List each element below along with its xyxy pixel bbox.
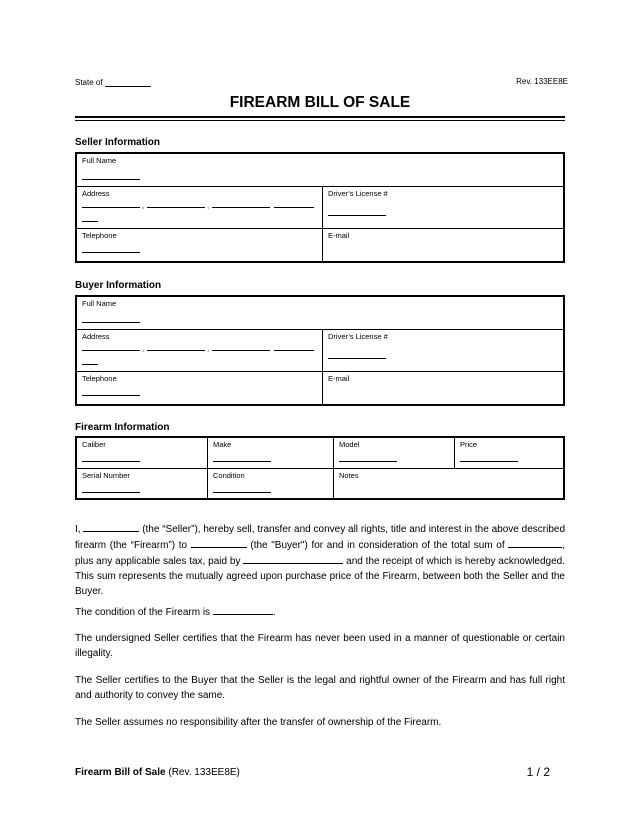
page-title: FIREARM BILL OF SALE xyxy=(229,94,411,111)
buyer-address-city-blank[interactable] xyxy=(147,350,205,351)
buyer-email-cell[interactable] xyxy=(323,371,565,405)
page-number: 1 / 2 xyxy=(526,765,550,779)
seller-full-name-cell[interactable] xyxy=(76,153,564,186)
seller-full-name-blank[interactable] xyxy=(82,179,140,180)
buyer-license-blank[interactable] xyxy=(328,358,386,359)
buyer-address-zip-blank[interactable] xyxy=(274,350,314,351)
firearm-make-label: Make xyxy=(213,440,232,449)
seller-telephone-label: Telephone xyxy=(82,230,117,240)
title-divider-thin xyxy=(75,120,565,121)
firearm-caliber-label: Caliber xyxy=(82,440,106,449)
seller-address-state-blank[interactable] xyxy=(212,207,270,208)
seller-name-blank[interactable] xyxy=(83,521,139,532)
seller-license-cell[interactable] xyxy=(323,186,565,228)
firearm-caliber-blank[interactable] xyxy=(82,461,140,462)
buyer-full-name-blank[interactable] xyxy=(82,322,140,323)
seller-heading: Seller Information xyxy=(75,137,161,148)
condition-paragraph: The condition of the Firearm is . xyxy=(75,604,565,620)
buyer-license-label: Driver’s License # xyxy=(328,331,388,341)
seller-address-city-blank[interactable] xyxy=(147,207,205,208)
ownership-paragraph: The Seller certifies to the Buyer that the Seller is the legal and rightful owner of the Firearm and has full right and authority to convey the same. xyxy=(75,675,565,701)
firearm-serial-label: Serial Number xyxy=(82,470,130,480)
firearm-price-label: Price xyxy=(460,440,478,449)
buyer-table xyxy=(75,295,565,406)
seller-email-cell[interactable] xyxy=(323,228,565,262)
footer-title: Firearm Bill of Sale (Rev. 133EE8E) xyxy=(75,767,240,778)
firearm-price-cell[interactable] xyxy=(455,437,565,468)
buyer-telephone-cell[interactable] xyxy=(76,371,323,405)
firearm-make-blank[interactable] xyxy=(213,461,271,462)
firearm-price-blank[interactable] xyxy=(460,461,518,462)
seller-telephone-cell[interactable] xyxy=(76,228,323,262)
payer-blank[interactable] xyxy=(243,553,343,564)
firearm-serial-blank[interactable] xyxy=(82,492,140,493)
seller-address-zip-blank[interactable] xyxy=(274,207,314,208)
transfer-paragraph: I, (the “Seller”), hereby sell, transfer and convey all rights, title and interest in the above described firearm (the “Firearm”) to (the "Buyer") for and in consideration of the total sum of , plus any applicable sales tax, paid by and the receipt of which is hereby acknowledged. This sum represents the mutually agreed upon purchase price of the Firearm, between both the Seller and the Buyer. xyxy=(75,521,565,599)
firearm-make-cell[interactable] xyxy=(208,437,334,468)
buyer-license-cell[interactable] xyxy=(323,329,565,371)
buyer-telephone-blank[interactable] xyxy=(82,395,140,396)
seller-table xyxy=(75,152,565,263)
state-label: State of xyxy=(75,78,151,87)
buyer-address-state-blank[interactable] xyxy=(212,350,270,351)
buyer-address-cell[interactable]: Address , , xyxy=(76,329,323,371)
firearm-caliber-cell[interactable] xyxy=(76,437,208,468)
firearm-condition-label: Condition xyxy=(213,470,245,480)
firearm-serial-cell[interactable] xyxy=(76,468,208,499)
condition-blank[interactable] xyxy=(213,604,273,615)
buyer-email-label: E-mail xyxy=(328,373,350,383)
firearm-notes-label: Notes xyxy=(339,470,359,480)
buyer-heading: Buyer Information xyxy=(75,280,162,291)
firearm-model-label: Model xyxy=(339,440,360,449)
buyer-full-name-cell[interactable] xyxy=(76,296,564,329)
buyer-address-street-blank[interactable] xyxy=(82,350,140,351)
title-divider xyxy=(75,116,565,118)
responsibility-paragraph: The Seller assumes no responsibility after the transfer of ownership of the Firearm. xyxy=(75,717,442,728)
seller-license-label: Driver’s License # xyxy=(328,188,388,198)
seller-telephone-blank[interactable] xyxy=(82,252,140,253)
firearm-condition-cell[interactable] xyxy=(208,468,334,499)
seller-address-street-blank[interactable] xyxy=(82,207,140,208)
buyer-full-name-label: Full Name xyxy=(82,299,117,308)
total-sum-blank[interactable] xyxy=(508,537,562,548)
state-blank[interactable] xyxy=(105,78,151,87)
firearm-model-cell[interactable] xyxy=(334,437,455,468)
buyer-telephone-label: Telephone xyxy=(82,373,117,383)
seller-full-name-label: Full Name xyxy=(82,156,117,165)
firearm-heading: Firearm Information xyxy=(75,422,170,433)
firearm-condition-blank[interactable] xyxy=(213,492,271,493)
seller-email-label: E-mail xyxy=(328,230,350,240)
seller-address-label: Address xyxy=(82,188,110,198)
seller-address-extra-blank[interactable] xyxy=(82,221,98,222)
buyer-address-extra-blank[interactable] xyxy=(82,364,98,365)
seller-address-cell[interactable]: Address , , xyxy=(76,186,323,228)
seller-license-blank[interactable] xyxy=(328,215,386,216)
revision-label: Rev. 133EE8E xyxy=(516,77,568,86)
buyer-name-blank[interactable] xyxy=(191,537,247,548)
legality-paragraph: The undersigned Seller certifies that the Firearm has never been used in a manner of questionable or certain illegality. xyxy=(75,633,565,659)
firearm-table xyxy=(75,436,565,500)
firearm-notes-cell[interactable] xyxy=(334,468,565,499)
firearm-model-blank[interactable] xyxy=(339,461,397,462)
buyer-address-label: Address xyxy=(82,331,110,341)
